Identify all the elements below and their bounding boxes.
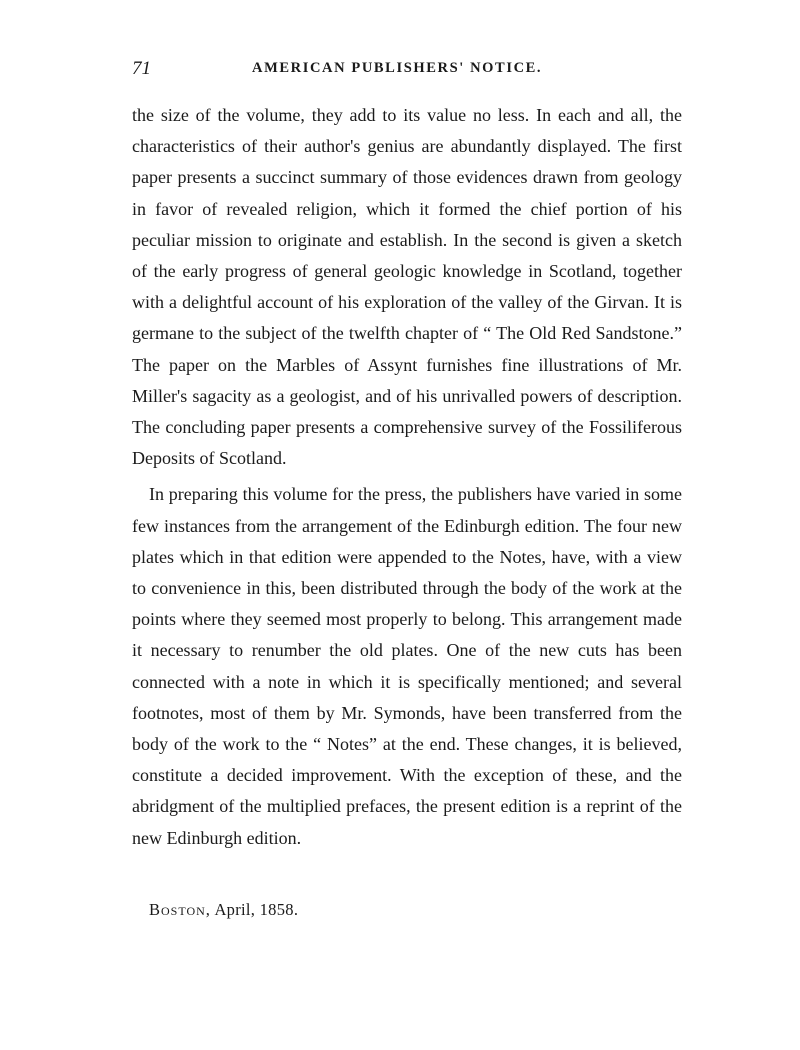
running-title: AMERICAN PUBLISHERS' NOTICE.	[252, 60, 543, 76]
page-header	[132, 58, 680, 82]
page-number: 71	[132, 58, 151, 79]
signature-place: Boston,	[149, 900, 211, 919]
paragraph-1: the size of the volume, they add to its value no less. In each and all, the characteristics of their author's genius are abundantly displayed. The first paper presents a succinct summary of those evidences drawn from geology in favor of revealed religion, which it formed the chief portion of his peculiar mission to originate and establish. In the second is given a sketch of the early progress of general geologic knowledge in Scotland, together with a delightful account of his exploration of the valley of the Girvan. It is germane to the subject of the twelfth chapter of “ The Old Red Sandstone.” The paper on the Marbles of Assynt furnishes fine illustrations of Mr. Miller's sagacity as a geologist, and of his unrivalled powers of description. The concluding paper presents a comprehensive survey of the Fossiliferous Deposits of Scotland.	[132, 105, 682, 469]
paragraph-2: In preparing this volume for the press, the publishers have varied in some few instances from the arrangement of the Edinburgh edition. The four new plates which in that edition were appended to the Notes, have, with a view to convenience in this, been distributed through the body of the work at the points where they seemed most properly to belong. This arrangement made it necessary to renumber the old plates. One of the new cuts has been connected with a note in which it is specifically mentioned; and several footnotes, most of them by Mr. Symonds, have been transferred from the body of the work to the “ Notes” at the end. These changes, it is believed, constitute a decided improvement. With the exception of these, and the abridgment of the multiplied prefaces, the present edition is a reprint of the new Edinburgh edition.	[132, 484, 682, 848]
notice-body	[132, 100, 682, 854]
signature-line	[149, 900, 298, 920]
signature-date: April, 1858.	[214, 900, 299, 919]
